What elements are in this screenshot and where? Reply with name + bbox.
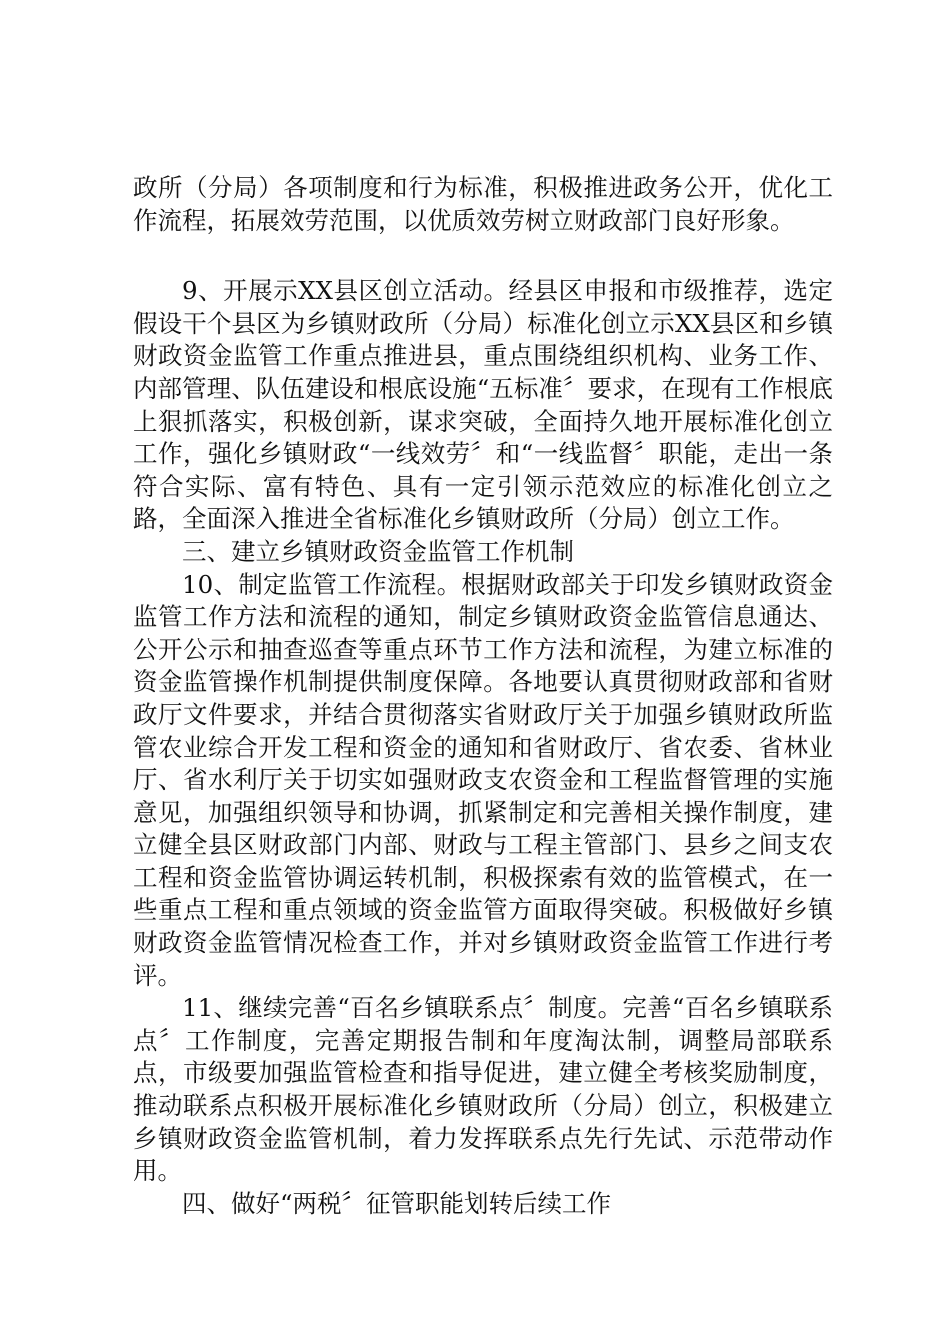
document-body [133,172,833,1220]
paragraph-item-11: 11、继续完善“百名乡镇联系点〞制度。完善“百名乡镇联系点〞工作制度，完善定期报告制和年度淘汰制，调整局部联系点，市级要加强监管检查和指导促进，建立健全考核奖励制度，推动联系点积极开展标准化乡镇财政所（分局）创立，积极建立乡镇财政资金监管机制，着力发挥联系点先行先试、示范带动作用。 [133,993,833,1186]
paragraph-item-10: 10、制定监管工作流程。根据财政部关于印发乡镇财政资金监管工作方法和流程的通知，制定乡镇财政资金监管信息通达、公开公示和抽查巡查等重点环节工作方法和流程，为建立标准的资金监管操作机制提供制度保障。各地要认真贯彻财政部和省财政厅文件要求，并结合贯彻落实省财政厅关于加强乡镇财政所监管农业综合开发工程和资金的通知和省财政厅、省农委、省林业厅、省水利厅关于切实如强财政支农资金和工程监督管理的实施意见，加强组织领导和协调，抓紧制定和完善相关操作制度，建立健全县区财政部门内部、财政与工程主管部门、县乡之间支农工程和资金监管协调运转机制，积极探索有效的监管模式，在一些重点工程和重点领域的资金监管方面取得突破。积极做好乡镇财政资金监管情况检查工作，并对乡镇财政资金监管工作进行考评。 [133,569,833,990]
section-heading-4: 四、做好“两税〞征管职能划转后续工作 [182,1188,612,1218]
paragraph-item-9: 9、开展示XX县区创立活动。经县区申报和市级推荐，选定假设干个县区为乡镇财政所（分局）标准化创立示XX县区和乡镇财政资金监管工作重点推进县，重点围绕组织机构、业务工作、内部管理、队伍建设和根底设施“五标准〞要求，在现有工作根底上狠抓落实，积极创新，谋求突破，全面持久地开展标准化创立工作，强化乡镇财政“一线效劳〞和“一线监督〞职能，走出一条符合实际、富有特色、具有一定引领示范效应的标准化创立之路，全面深入推进全省标准化乡镇财政所（分局）创立工作。 [133,276,833,534]
section-heading-3: 三、建立乡镇财政资金监管工作机制 [182,536,574,566]
paragraph-continuation: 政所（分局）各项制度和行为标准，积极推进政务公开，优化工作流程，拓展效劳范围，以优质效劳树立财政部门良好形象。 [133,173,833,235]
